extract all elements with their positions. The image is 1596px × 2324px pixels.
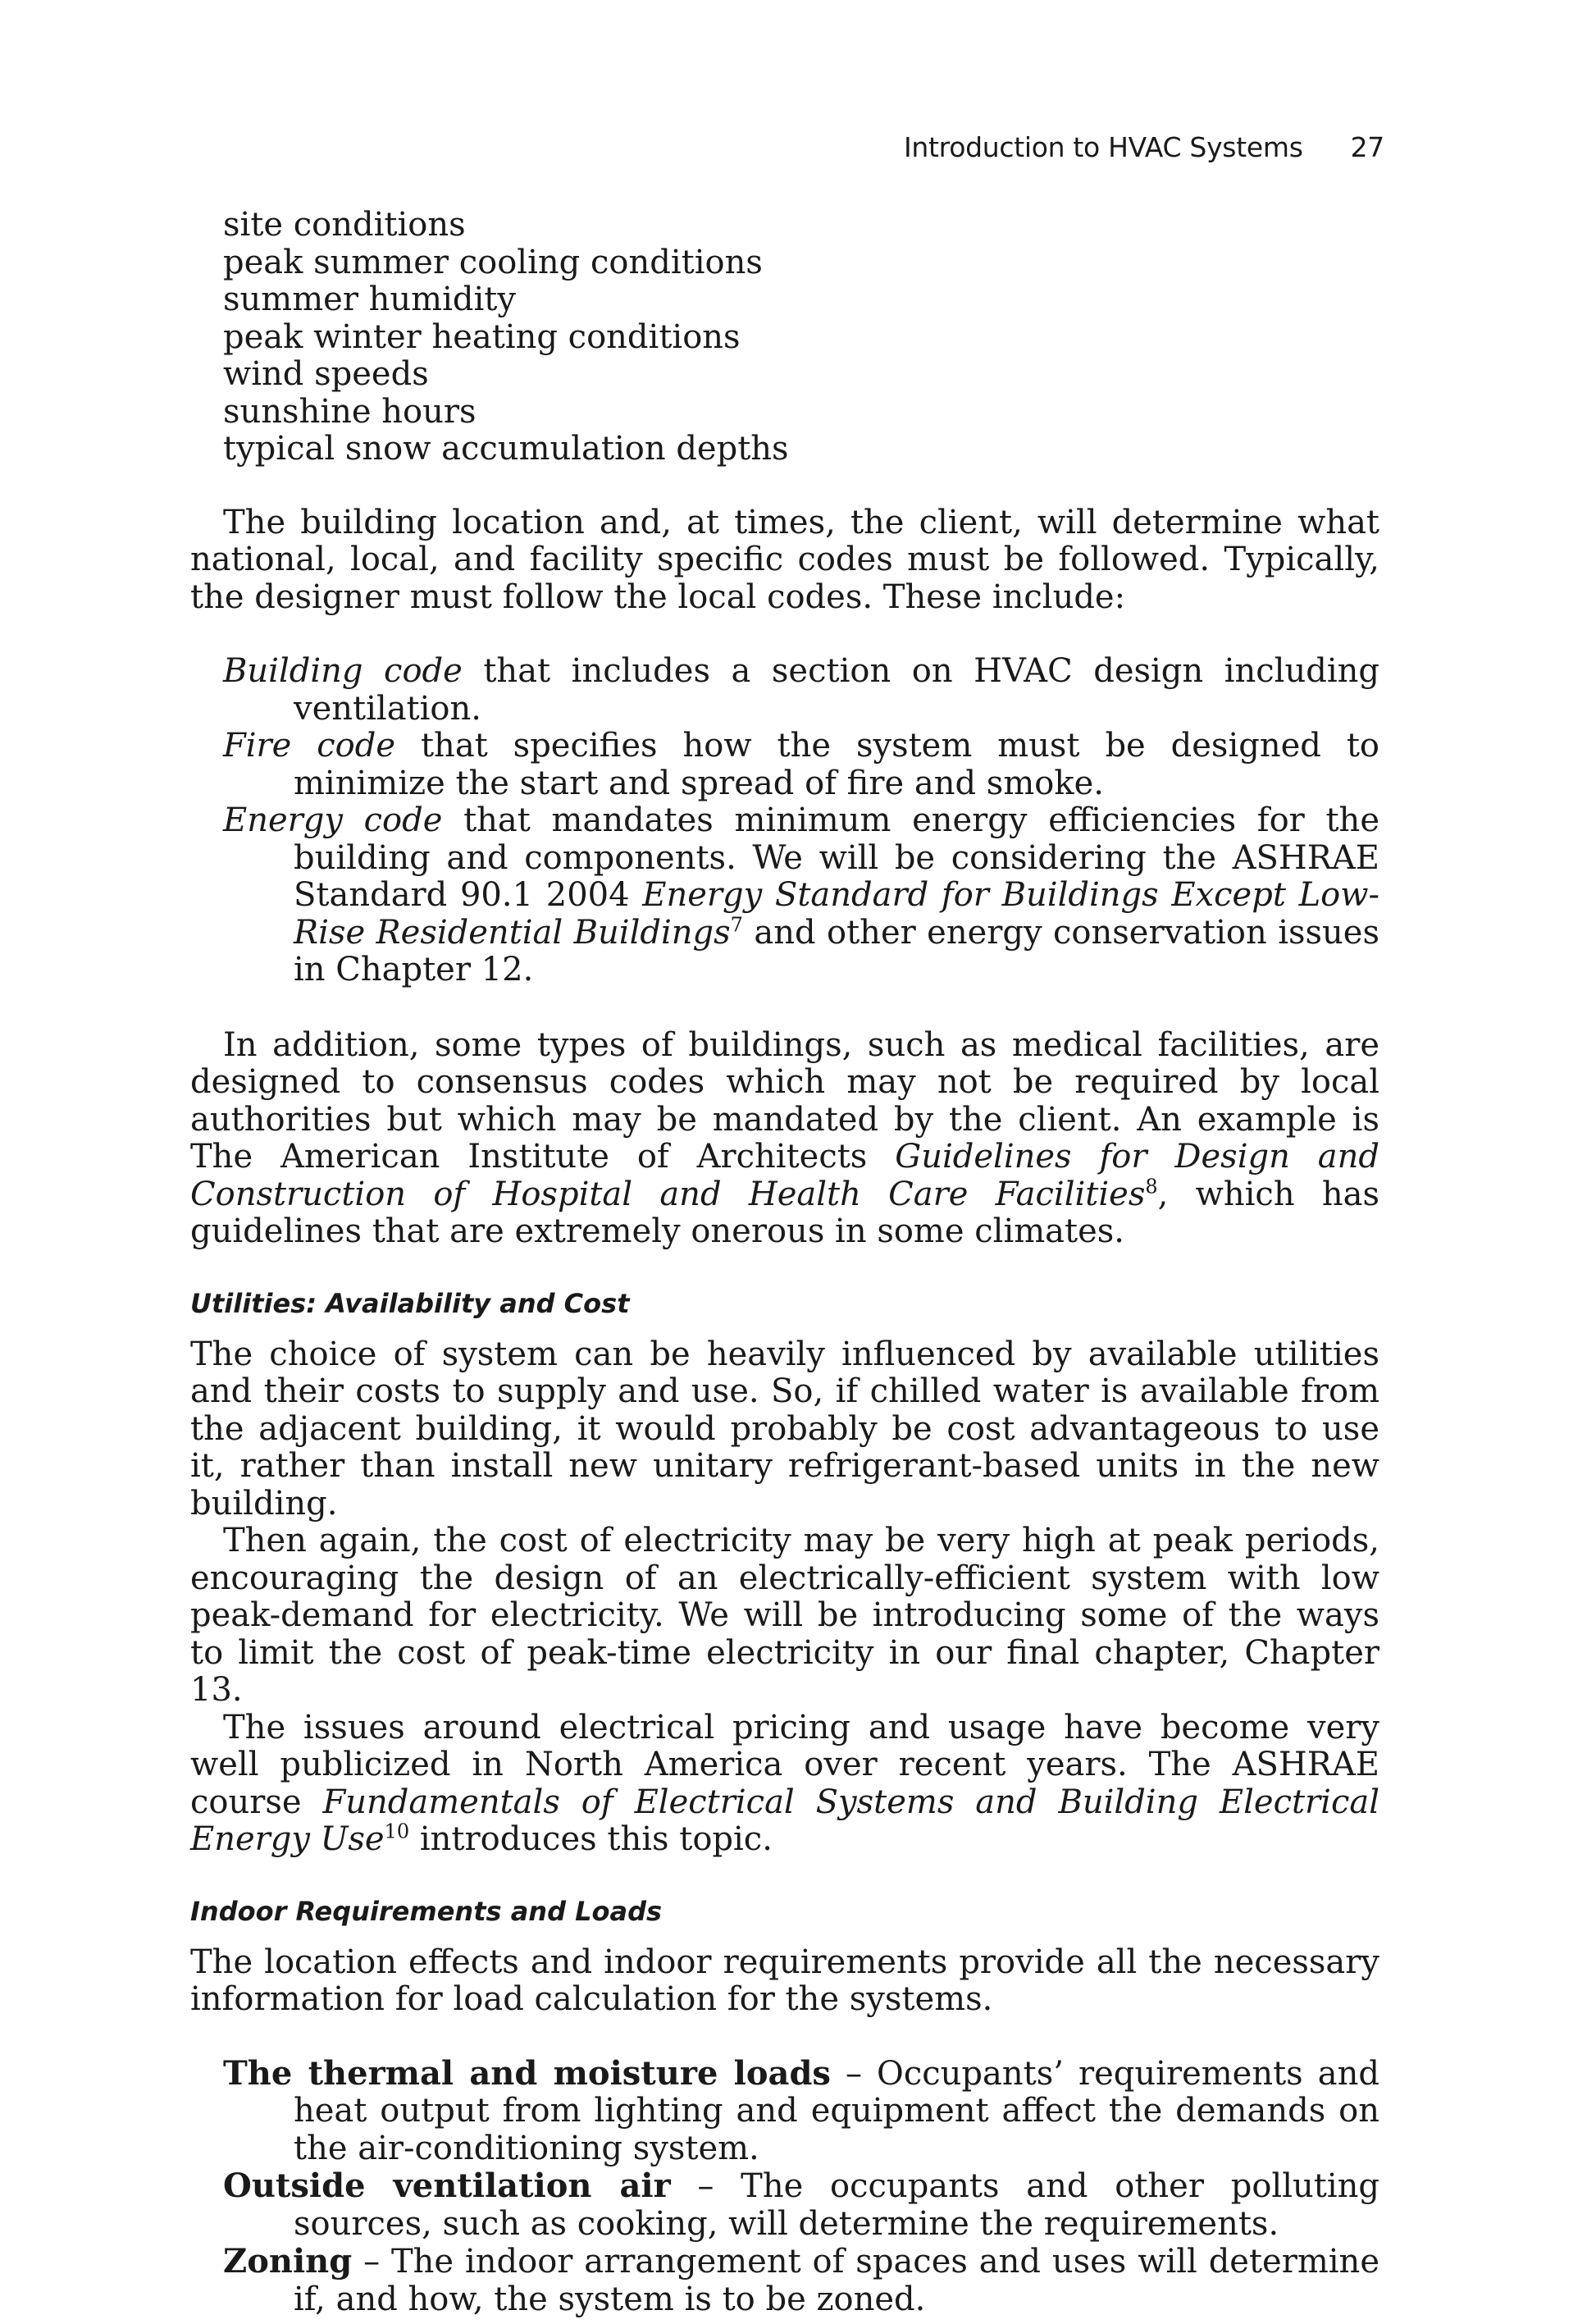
- energy-code-item: Energy code that mandates minimum energy efficiencies for the building and components. We will be considering the ASHRAE Standard 90.1 2004 Energy Standard for Buildings Except Low-Rise Residential Buildings$^7$ and other energy conservation issues in Chapter 12.: [223, 801, 1379, 988]
- codes-list: [190, 653, 1379, 989]
- list-item: peak winter heating conditions: [223, 317, 741, 356]
- running-title: Introduction to HVAC Systems: [903, 131, 1303, 163]
- utilities-paragraph-3: The issues around electrical pricing and usage have become very well publicized in North America over recent years. The ASHRAE course Fundamentals of Electrical Systems and Building Electrical Energy Use$^{10}$ introduces this topic.: [190, 1708, 1380, 1858]
- fire-code-term: Fire code: [223, 727, 396, 765]
- list-item: sunshine hours: [223, 392, 477, 431]
- list-item: peak summer cooling conditions: [223, 243, 763, 281]
- running-header: [904, 131, 1384, 163]
- load-term: Outside ventilation air: [223, 2166, 671, 2205]
- building-code-term: Building code: [223, 652, 463, 690]
- indoor-heading: Indoor Requirements and Loads: [190, 1895, 663, 1927]
- energy-code-term: Energy code: [223, 801, 443, 839]
- list-item: The thermal and moisture loads – Occupants’ requirements and heat output from lighting and equipment affect the demands on the air-conditioning system.: [223, 2053, 1379, 2167]
- list-item: wind speeds: [223, 355, 429, 393]
- load-term: Zoning: [223, 2242, 353, 2281]
- indoor-paragraph-1: The location effects and indoor requirements provide all the necessary information for load calculation for the systems.: [190, 1943, 1379, 2018]
- consensus-codes-paragraph: In addition, some types of buildings, such as medical facilities, are designed to consensus codes which may not be required by local authorities but which may be mandated by the client. An example is The American Institute of Architects Guidelines for Design and Construction of Hospital and Health Care Facilities$^8$, which has guidelines that are extremely onerous in some climates.: [190, 1025, 1379, 1250]
- fire-code-item: Fire code that specifies how the system must be designed to minimize the start and spread of fire and smoke.: [223, 727, 1379, 802]
- footnote-ref: 8: [1145, 1175, 1158, 1199]
- footnote-ref: 7: [730, 913, 743, 937]
- loads-list: [190, 2055, 1379, 2319]
- utilities-paragraph-1: The choice of system can be heavily influenced by available utilities and their costs to supply and use. So, if chilled water is available from the adjacent building, it would probably be cost advantageous to use it, rather than install new unitary refrigerant-based units in the new building.: [190, 1335, 1379, 1523]
- building-code-item: Building code that includes a section on HVAC design including ventilation.: [223, 652, 1379, 728]
- page-number: 27: [1350, 131, 1384, 163]
- list-item: typical snow accumulation depths: [223, 430, 789, 468]
- ashrae-course-title: Fundamentals of Electrical Systems and Building Electrical Energy Use: [190, 1783, 1380, 1858]
- site-conditions-list: [190, 207, 1379, 468]
- utilities-heading: Utilities: Availability and Cost: [190, 1287, 630, 1319]
- utilities-paragraph-2: Then again, the cost of electricity may be very high at peak periods, encouraging the design of an electrically-efficient system with low peak-demand for electricity. We will be introducing some of the ways to limit the cost of peak-time electricity in our final chapter, Chapter 13.: [190, 1522, 1379, 1709]
- energy-standard-title: Energy Standard for Buildings Except Low-Rise Residential Buildings: [294, 876, 1379, 952]
- footnote-ref: 10: [384, 1819, 410, 1843]
- load-term: The thermal and moisture loads: [223, 2053, 831, 2093]
- list-item: site conditions: [223, 206, 466, 244]
- aia-guidelines-title: Guidelines for Design and Construction of Hospital and Health Care Facilities: [190, 1138, 1379, 1213]
- list-item: Outside ventilation air – The occupants and other polluting sources, such as cooking, will determine the requirements.: [223, 2166, 1379, 2243]
- page-body: [190, 207, 1379, 2318]
- list-item: Zoning – The indoor arrangement of spaces and uses will determine if, and how, the system is to be zoned.: [223, 2242, 1379, 2318]
- list-item: summer humidity: [223, 281, 516, 318]
- codes-intro-paragraph: The building location and, at times, the client, will determine what national, local, and facility specific codes must be followed. Typically, the designer must follow the local codes. These include:: [190, 503, 1379, 616]
